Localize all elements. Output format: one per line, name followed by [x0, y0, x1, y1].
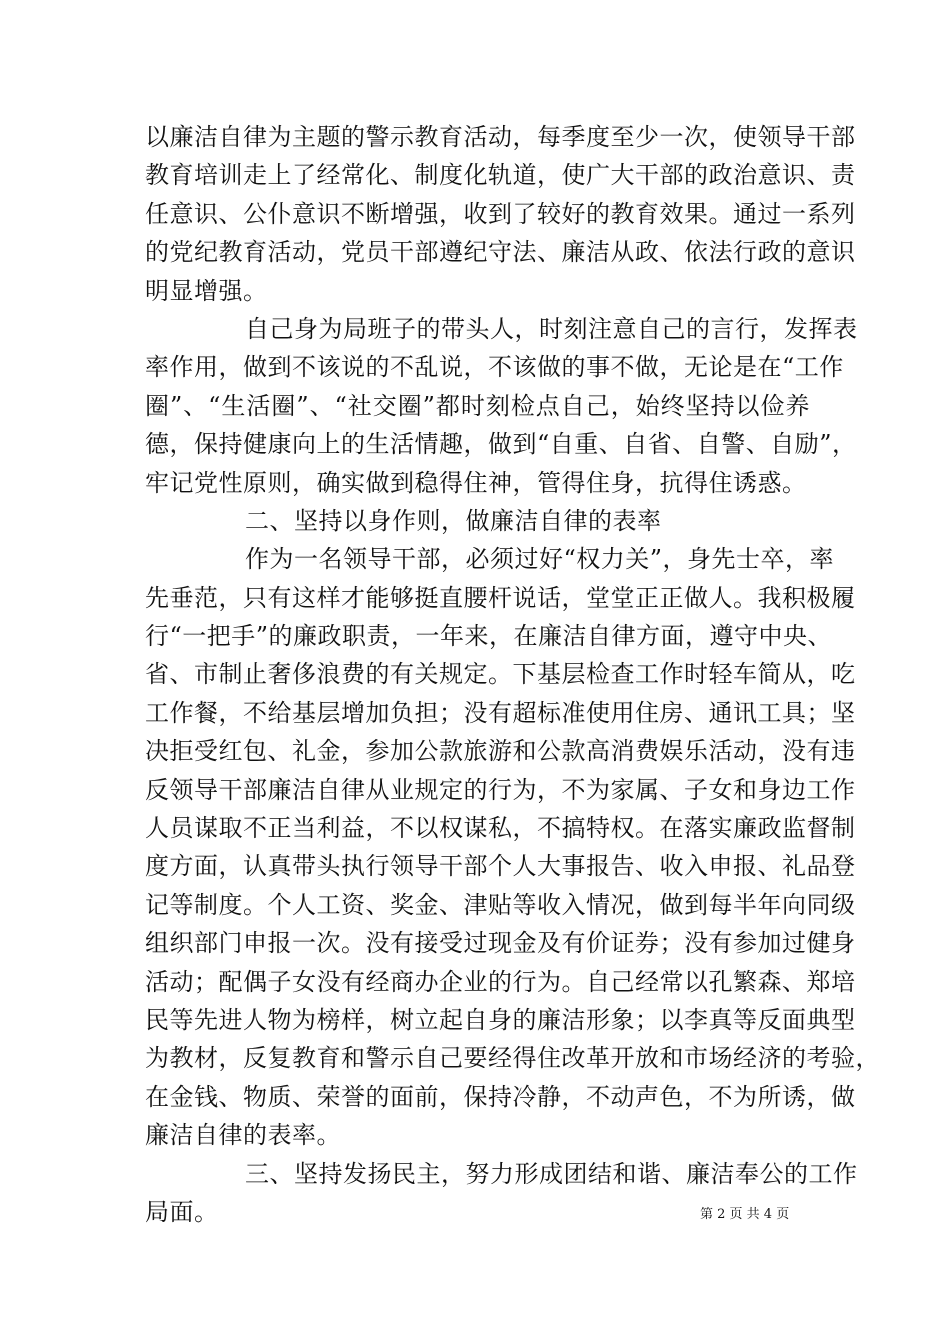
document-body	[145, 118, 880, 1231]
text-line: 记等制度。个人工资、奖金、津贴等收入情况，做到每半年向同级	[145, 890, 856, 919]
text-line: 决拒受红包、礼金，参加公款旅游和公款高消费娱乐活动，没有违	[145, 737, 856, 766]
text-line: 三、坚持发扬民主，努力形成团结和谐、廉洁奉公的工作	[245, 1159, 858, 1188]
text-line: 工作餐，不给基层增加负担；没有超标准使用住房、通讯工具；坚	[145, 698, 856, 727]
text-line: 为教材，反复教育和警示自己要经得住改革开放和市场经济的考验，	[145, 1044, 880, 1073]
text-line: 作为一名领导干部，必须过好“权力关”，身先士卒，率	[245, 545, 835, 574]
text-line: 组织部门申报一次。没有接受过现金及有价证券；没有参加过健身	[145, 929, 856, 958]
text-line: 省、市制止奢侈浪费的有关规定。下基层检查工作时轻车简从，吃	[145, 660, 856, 689]
page-number: 第 2 页 共 4 页	[700, 1207, 790, 1222]
text-line: 行“一把手”的廉政职责，一年来，在廉洁自律方面，遵守中央、	[145, 622, 833, 651]
text-line: 反领导干部廉洁自律从业规定的行为，不为家属、子女和身边工作	[145, 775, 856, 804]
text-line: 局面。	[145, 1197, 219, 1226]
text-line: 明显增强。	[145, 276, 268, 305]
text-line: 德，保持健康向上的生活情趣，做到“自重、自省、自警、自励”，	[145, 430, 857, 459]
text-line: 任意识、公仆意识不断增强，收到了较好的教育效果。通过一系列	[145, 199, 856, 228]
text-line: 二、坚持以身作则，做廉洁自律的表率	[245, 506, 662, 535]
text-line: 率作用，做到不该说的不乱说，不该做的事不做，无论是在“工作	[145, 353, 844, 382]
text-line: 牢记党性原则，确实做到稳得住神，管得住身，抗得住诱惑。	[145, 468, 807, 497]
text-line: 教育培训走上了经常化、制度化轨道，使广大干部的政治意识、责	[145, 161, 856, 190]
text-line: 度方面，认真带头执行领导干部个人大事报告、收入申报、礼品登	[145, 852, 856, 881]
text-line: 活动；配偶子女没有经商办企业的行为。自己经常以孔繁森、郑培	[145, 967, 856, 996]
text-line: 廉洁自律的表率。	[145, 1121, 341, 1150]
text-line: 自己身为局班子的带头人，时刻注意自己的言行，发挥表	[245, 314, 858, 343]
text-line: 民等先进人物为榜样，树立起自身的廉洁形象；以李真等反面典型	[145, 1005, 856, 1034]
text-line: 先垂范，只有这样才能够挺直腰杆说话，堂堂正正做人。我积极履	[145, 583, 856, 612]
text-line: 的党纪教育活动，党员干部遵纪守法、廉洁从政、依法行政的意识	[145, 238, 856, 267]
text-line: 在金钱、物质、荣誉的面前，保持冷静，不动声色，不为所诱，做	[145, 1082, 856, 1111]
text-line: 圈”、“生活圈”、“社交圈”都时刻检点自己，始终坚持以俭养	[145, 391, 810, 420]
text-line: 人员谋取不正当利益，不以权谋私，不搞特权。在落实廉政监督制	[145, 814, 856, 843]
text-line: 以廉洁自律为主题的警示教育活动，每季度至少一次，使领导干部	[145, 123, 856, 151]
